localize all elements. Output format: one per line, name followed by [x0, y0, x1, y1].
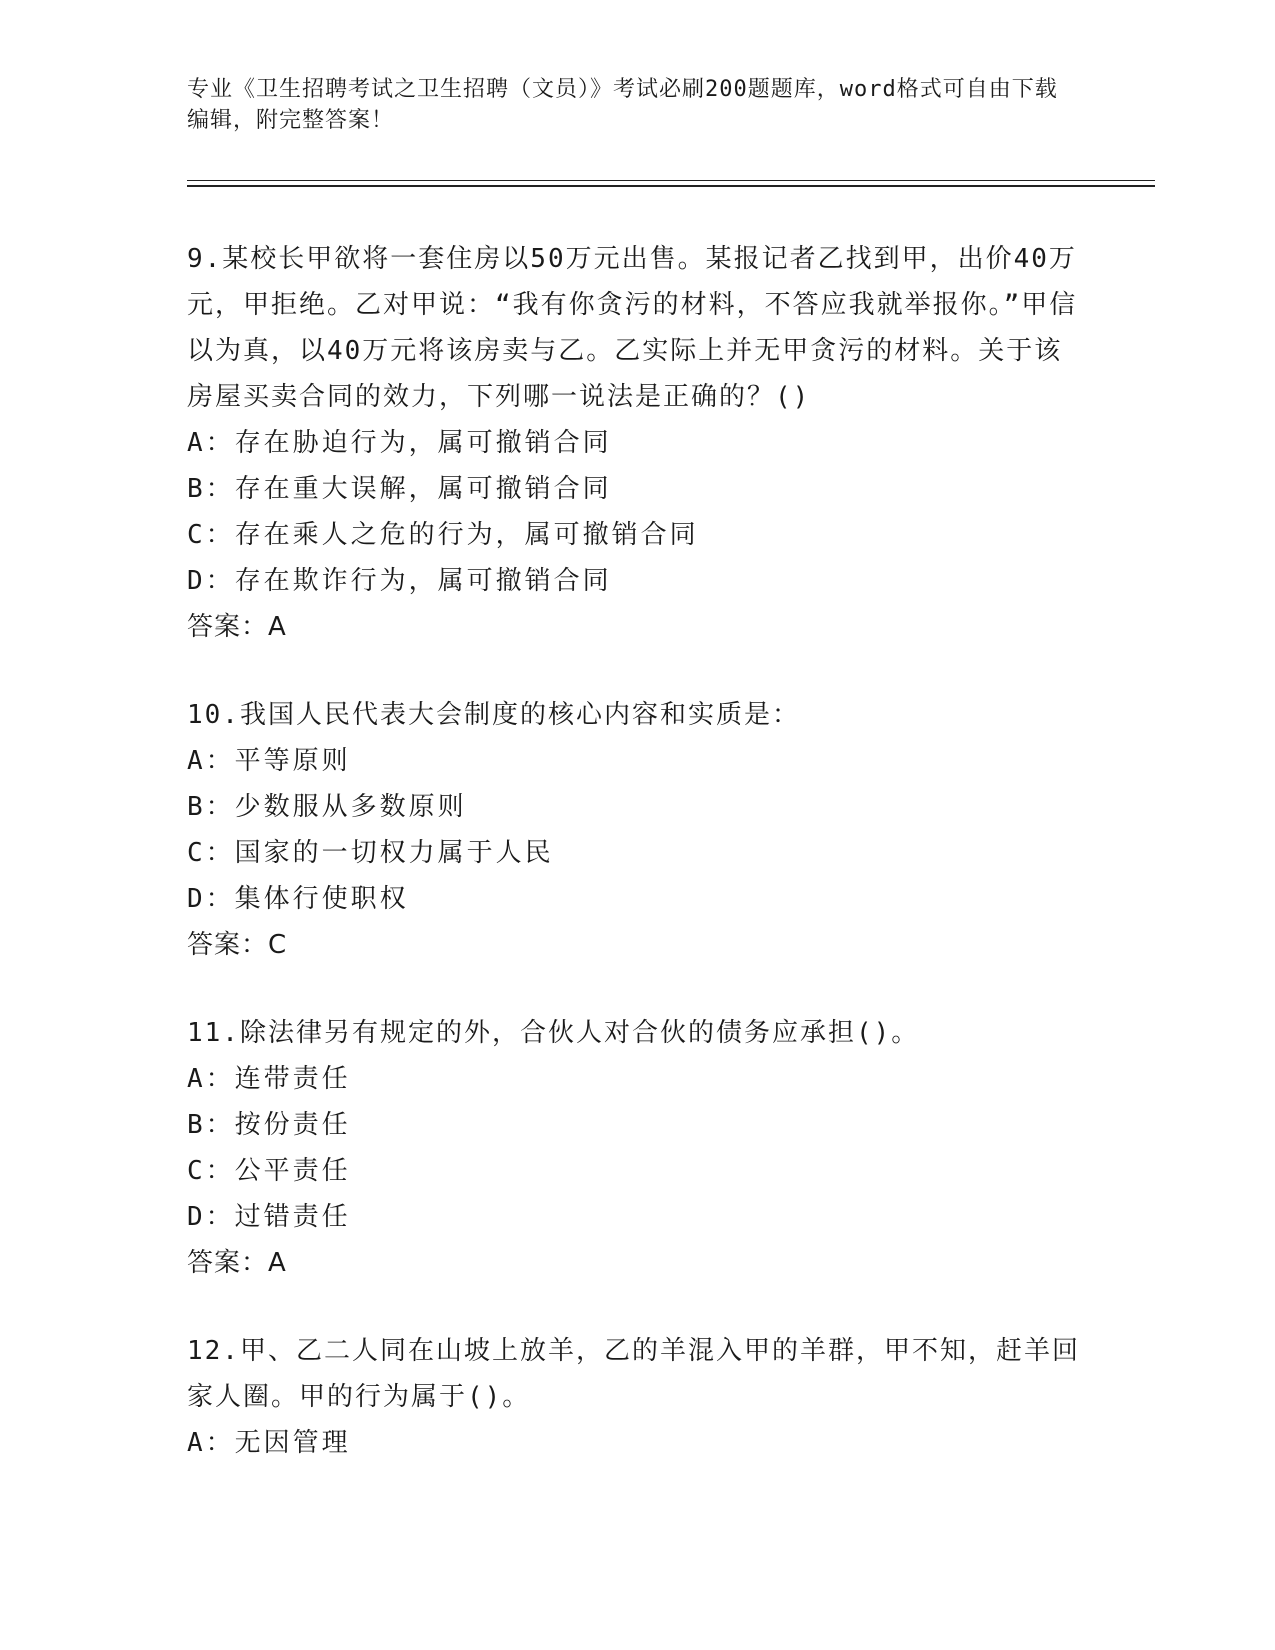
- option-a: A：平等原则: [187, 746, 351, 776]
- option-d: D：集体行使职权: [187, 884, 409, 914]
- question-list: [187, 236, 1087, 1508]
- question-11: [187, 1010, 1087, 1286]
- answer-line: 答案：C: [187, 930, 288, 960]
- header-divider-thick: [187, 185, 1155, 187]
- option-d: D：过错责任: [187, 1202, 351, 1232]
- option-c: C：国家的一切权力属于人民: [187, 838, 554, 868]
- option-c: C：公平责任: [187, 1156, 351, 1186]
- option-b: B：少数服从多数原则: [187, 792, 467, 822]
- option-a: A：无因管理: [187, 1428, 351, 1458]
- question-stem: 11.除法律另有规定的外，合伙人对合伙的债务应承担()。: [187, 1018, 920, 1048]
- question-stem: 9.某校长甲欲将一套住房以50万元出售。某报记者乙找到甲，出价40万元，甲拒绝。乙对甲说：“我有你贪污的材料，不答应我就举报你。”甲信以为真，以40万元将该房卖与乙。乙实际上并无甲贪污的材料。关于该房屋买卖合同的效力，下列哪一说法是正确的？(): [187, 244, 1078, 412]
- question-12: [187, 1328, 1087, 1466]
- option-a: A：连带责任: [187, 1064, 351, 1094]
- answer-line: 答案：A: [187, 1248, 287, 1278]
- option-d: D：存在欺诈行为，属可撤销合同: [187, 566, 612, 596]
- option-c: C：存在乘人之危的行为，属可撤销合同: [187, 520, 699, 550]
- question-9: [187, 236, 1087, 650]
- option-b: B：按份责任: [187, 1110, 351, 1140]
- header-divider-thin: [187, 180, 1155, 181]
- option-b: B：存在重大误解，属可撤销合同: [187, 474, 612, 504]
- question-stem: 10.我国人民代表大会制度的核心内容和实质是：: [187, 700, 800, 730]
- document-header: 专业《卫生招聘考试之卫生招聘（文员）》考试必刷200题题库，word格式可自由下载编辑，附完整答案！: [187, 77, 1058, 133]
- question-10: [187, 692, 1087, 968]
- question-stem: 12.甲、乙二人同在山坡上放羊，乙的羊混入甲的羊群，甲不知，赶羊回家人圈。甲的行为属于()。: [187, 1336, 1080, 1412]
- option-a: A：存在胁迫行为，属可撤销合同: [187, 428, 612, 458]
- answer-line: 答案：A: [187, 612, 287, 642]
